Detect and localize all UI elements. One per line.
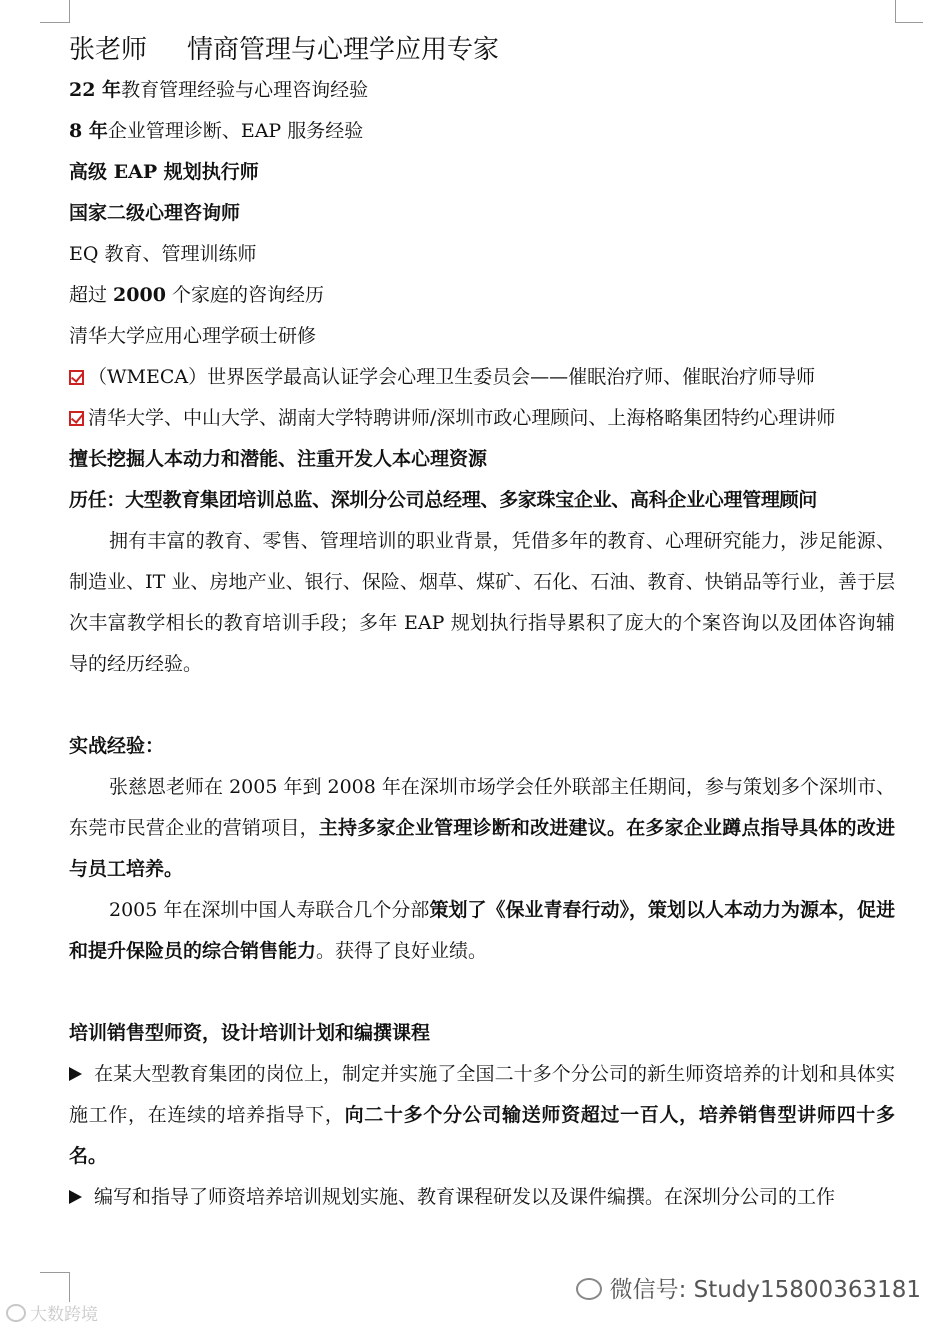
- bio-paragraph: 拥有丰富的教育、零售、管理培训的职业背景，凭借多年的教育、心理研究能力，涉足能源、制造业、IT 业、房地产业、银行、保险、烟草、煤矿、石化、石油、教育、快销品等行业，善于层次丰富教学相长的教育培训手段；多年 EAP 规划执行指导累积了庞大的个案咨询以及团体咨询辅导的经历经验。: [69, 530, 895, 675]
- triangle-bullet-icon: [69, 1190, 82, 1204]
- history-line: 历任：大型教育集团培训总监、深圳分公司总经理、多家珠宝企业、高科企业心理管理顾问: [69, 489, 818, 511]
- bullet-item: 编写和指导了师资培养培训规划实施、教育课程研发以及课件编撰。在深圳分公司的工作: [69, 1177, 895, 1218]
- experience-paragraph: 2005 年在深圳中国人寿联合几个分部策划了《保业青春行动》，策划以人本动力为源本，促进和提升保险员的综合销售能力。获得了良好业绩。: [69, 899, 895, 962]
- credential-line: 22 年教育管理经验与心理咨询经验: [69, 79, 369, 101]
- family-line: 超过 2000 个家庭的咨询经历: [69, 284, 324, 306]
- credential-line: 8 年企业管理诊断、EAP 服务经验: [69, 120, 364, 142]
- page-title: [69, 30, 895, 70]
- crop-mark: [69, 1272, 70, 1302]
- strength-line: 擅长挖掘人本动力和潜能、注重开发人本心理资源: [69, 448, 488, 470]
- crop-mark: [40, 22, 70, 23]
- experience-heading: 实战经验：: [69, 735, 165, 757]
- training-heading: 培训销售型师资，设计培训计划和编撰课程: [69, 1022, 431, 1044]
- crop-mark: [895, 0, 896, 22]
- checkbox-checked-icon: [69, 370, 84, 385]
- credential-line: EQ 教育、管理训练师: [69, 243, 257, 265]
- triangle-bullet-icon: [69, 1067, 82, 1081]
- checked-item: 清华大学、中山大学、湖南大学特聘讲师/深圳市政心理顾问、上海格略集团特约心理讲师: [69, 398, 895, 439]
- document-body: [69, 30, 895, 1218]
- checkbox-checked-icon: [69, 411, 84, 426]
- crop-mark: [895, 22, 923, 23]
- wechat-icon: [576, 1278, 602, 1300]
- crop-mark: [69, 0, 70, 22]
- teacher-name: 张老师: [69, 35, 148, 65]
- experience-paragraph: 张慈恩老师在 2005 年到 2008 年在深圳市场学会任外联部主任期间，参与策划多个深圳市、东莞市民营企业的营销项目，主持多家企业管理诊断和改进建议。在多家企业蹲点指导具体的改进与员工培养。: [69, 776, 895, 880]
- teacher-title: 情商管理与心理学应用专家: [187, 35, 500, 65]
- tsinghua-line: 清华大学应用心理学硕士研修: [69, 325, 317, 347]
- brand-logo-icon: [6, 1304, 26, 1322]
- bullet-item: 在某大型教育集团的岗位上，制定并实施了全国二十多个分公司的新生师资培养的计划和具体实施工作，在连续的培养指导下，向二十多个分公司输送师资超过一百人，培养销售型讲师四十多名。: [69, 1063, 895, 1167]
- crop-mark: [40, 1272, 70, 1273]
- credential-line: 高级 EAP 规划执行师: [69, 161, 259, 183]
- watermark-left: 大数跨境: [6, 1300, 98, 1325]
- watermark-right: 微信号: Study15800363181: [576, 1271, 921, 1304]
- credential-line: 国家二级心理咨询师: [69, 202, 241, 224]
- checked-item: （WMECA）世界医学最高认证学会心理卫生委员会——催眠治疗师、催眠治疗师导师: [69, 357, 895, 398]
